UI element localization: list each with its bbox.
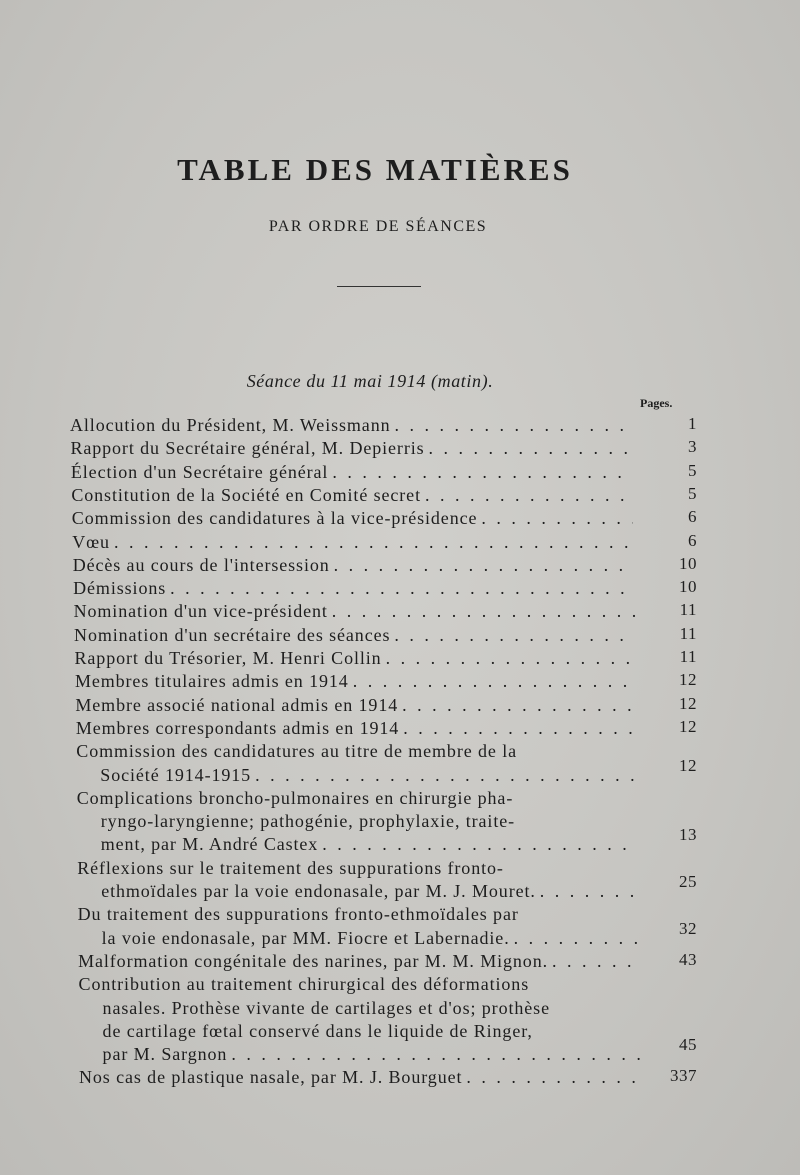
toc-entry-text: ryngo-laryngienne; pathogénie, prophylaxie, traite- [100, 811, 516, 832]
toc-entry-text: Du traitement des suppurations fronto-ethmoïdales par [77, 904, 519, 925]
toc-entry-text: Rapport du Trésorier, M. Henri Collin [74, 648, 382, 668]
toc-entry-text: Nos cas de plastique nasale, par M. J. Bourguet [79, 1067, 463, 1088]
leader-dots [403, 717, 637, 740]
toc-entry-text: Constitution de la Société en Comité secret [71, 484, 421, 505]
toc-entry-page: 43 [679, 949, 697, 969]
toc-entry-page: 32 [679, 918, 697, 938]
toc-entry-page: 45 [679, 1035, 697, 1055]
toc-entry-page: 12 [679, 670, 697, 690]
toc-entry-title [77, 857, 642, 880]
leader-dots [322, 833, 638, 856]
toc-entry-page: 12 [679, 716, 697, 736]
toc-entry-title-continued [77, 833, 642, 856]
toc-entry-page: 12 [679, 693, 697, 713]
leader-dots [394, 624, 635, 647]
toc-entry-text: Malformation congénitale des narines, par M. M. Mignon. [78, 950, 549, 971]
toc-entry-page: 25 [679, 872, 697, 891]
toc-entry-text: Rapport du Secrétaire général, M. Depierris [70, 438, 425, 459]
toc-entry-text: Nomination d'un secrétaire des séances [74, 624, 391, 645]
leader-dots [425, 484, 632, 507]
toc-entry-title [72, 507, 637, 530]
toc-entry-title [76, 740, 641, 763]
toc-entry-page: 1 [688, 414, 697, 433]
leader-dots [255, 764, 637, 787]
leader-dots [334, 554, 634, 577]
toc-entry-page: 3 [688, 437, 697, 457]
toc-entry-text: Commission des candidatures au titre de membre de la [76, 741, 517, 762]
toc-entry-page: 6 [688, 507, 697, 527]
leader-dots [481, 507, 632, 530]
toc-entry-text: nasales. Prothèse vivante de cartilages et d'os; prothèse [102, 997, 550, 1018]
toc-entry-text: Nomination d'un vice-président [73, 601, 328, 622]
toc-entry-title [77, 787, 642, 810]
toc-entry-title [75, 647, 640, 670]
toc-entry-title [76, 717, 641, 740]
toc-entry-title [73, 554, 638, 577]
leader-dots [429, 437, 632, 460]
toc-entry-title-continued [79, 997, 644, 1020]
leader-dots [514, 927, 639, 950]
toc-entry-text: Allocution du Président, M. Weissmann [70, 415, 391, 435]
toc-entry-title-continued [78, 927, 643, 950]
toc-entry-title [79, 1066, 644, 1089]
toc-entry-page: 6 [688, 530, 697, 550]
toc-entry-title-continued [77, 880, 642, 903]
toc-entry-title-continued [79, 1043, 644, 1066]
session-heading: Séance du 11 mai 1914 (matin). [246, 371, 494, 391]
toc-entry-page: 337 [670, 1066, 697, 1086]
leader-dots [552, 950, 639, 973]
toc-entry-title-continued [76, 764, 641, 787]
toc-entry-text: Membres titulaires admis en 1914 [74, 671, 349, 692]
toc-entry-page: 13 [679, 825, 697, 845]
toc-entry-text: Membres correspondants admis en 1914 [75, 717, 400, 738]
leader-dots [540, 880, 638, 903]
toc-entry-title [74, 624, 639, 647]
page-title: TABLE DES MATIÈRES [177, 152, 573, 187]
toc-entry-text: la voie endonasale, par MM. Fiocre et Labernadie. [101, 927, 510, 948]
toc-entry-title [75, 694, 640, 717]
toc-entry-text: de cartilage fœtal conservé dans le liquide de Ringer, [102, 1020, 533, 1041]
toc-entry-page: 11 [679, 623, 697, 643]
toc-entry-title [71, 461, 636, 484]
toc-entry-title [71, 484, 636, 507]
toc-entry-title-continued [79, 1020, 644, 1043]
toc-entry-text: Contribution au traitement chirurgical des déformations [78, 974, 530, 995]
leader-dots [402, 694, 636, 717]
toc-entry-title-continued [77, 810, 642, 833]
toc-entry-text: Commission des candidatures à la vice-présidence [71, 508, 478, 529]
leader-dots [353, 670, 636, 693]
toc-entry-title [74, 600, 639, 623]
toc-entry-text: Élection d'un Secrétaire général [70, 461, 329, 482]
toc-entry-text: Réflexions sur le traitement des suppurations fronto- [77, 857, 504, 878]
toc-entry-title [78, 903, 643, 926]
toc-entry-text: Démissions [73, 578, 167, 599]
toc-entry-text: Membre associé national admis en 1914 [75, 694, 399, 715]
leader-dots [395, 414, 632, 437]
leader-dots [231, 1043, 639, 1066]
divider [337, 286, 421, 287]
toc-entry-title [79, 973, 644, 996]
pages-column-label: Pages. [640, 396, 673, 410]
toc-entry-text: Complications broncho-pulmonaires en chirurgie pha- [76, 787, 514, 808]
toc-entry-page: 10 [679, 553, 697, 573]
leader-dots [170, 577, 634, 600]
page-subtitle: PAR ORDRE DE SÉANCES [268, 218, 488, 235]
toc-entry-title [78, 950, 643, 973]
leader-dots [466, 1066, 640, 1089]
toc-entry-page: 5 [688, 460, 697, 480]
toc-entry-title [70, 414, 635, 437]
toc-entry-text: par M. Sargnon [102, 1044, 228, 1065]
toc-entry-title [70, 437, 635, 460]
leader-dots [114, 531, 633, 554]
toc-entry-page: 11 [679, 600, 697, 620]
toc-entry-page: 12 [679, 755, 697, 775]
leader-dots [386, 647, 636, 670]
toc-entry-page: 5 [688, 483, 697, 503]
toc-entry-page: 11 [679, 647, 697, 666]
toc-entry-title [75, 670, 640, 693]
toc-entry-title [73, 577, 638, 600]
toc-entry-text: ment, par M. André Castex [100, 834, 319, 855]
toc-entry-text: Vœu [72, 531, 110, 552]
toc-entry-title [72, 531, 637, 554]
leader-dots [332, 461, 632, 484]
toc-entry-text: Décès au cours de l'intersession [72, 554, 330, 575]
toc-entry-text: Société 1914-1915 [100, 764, 252, 785]
leader-dots [332, 600, 635, 623]
toc-entry-text: ethmoïdales par la voie endonasale, par M. J. Mouret. [101, 881, 536, 901]
toc-entry-page: 10 [679, 577, 697, 597]
